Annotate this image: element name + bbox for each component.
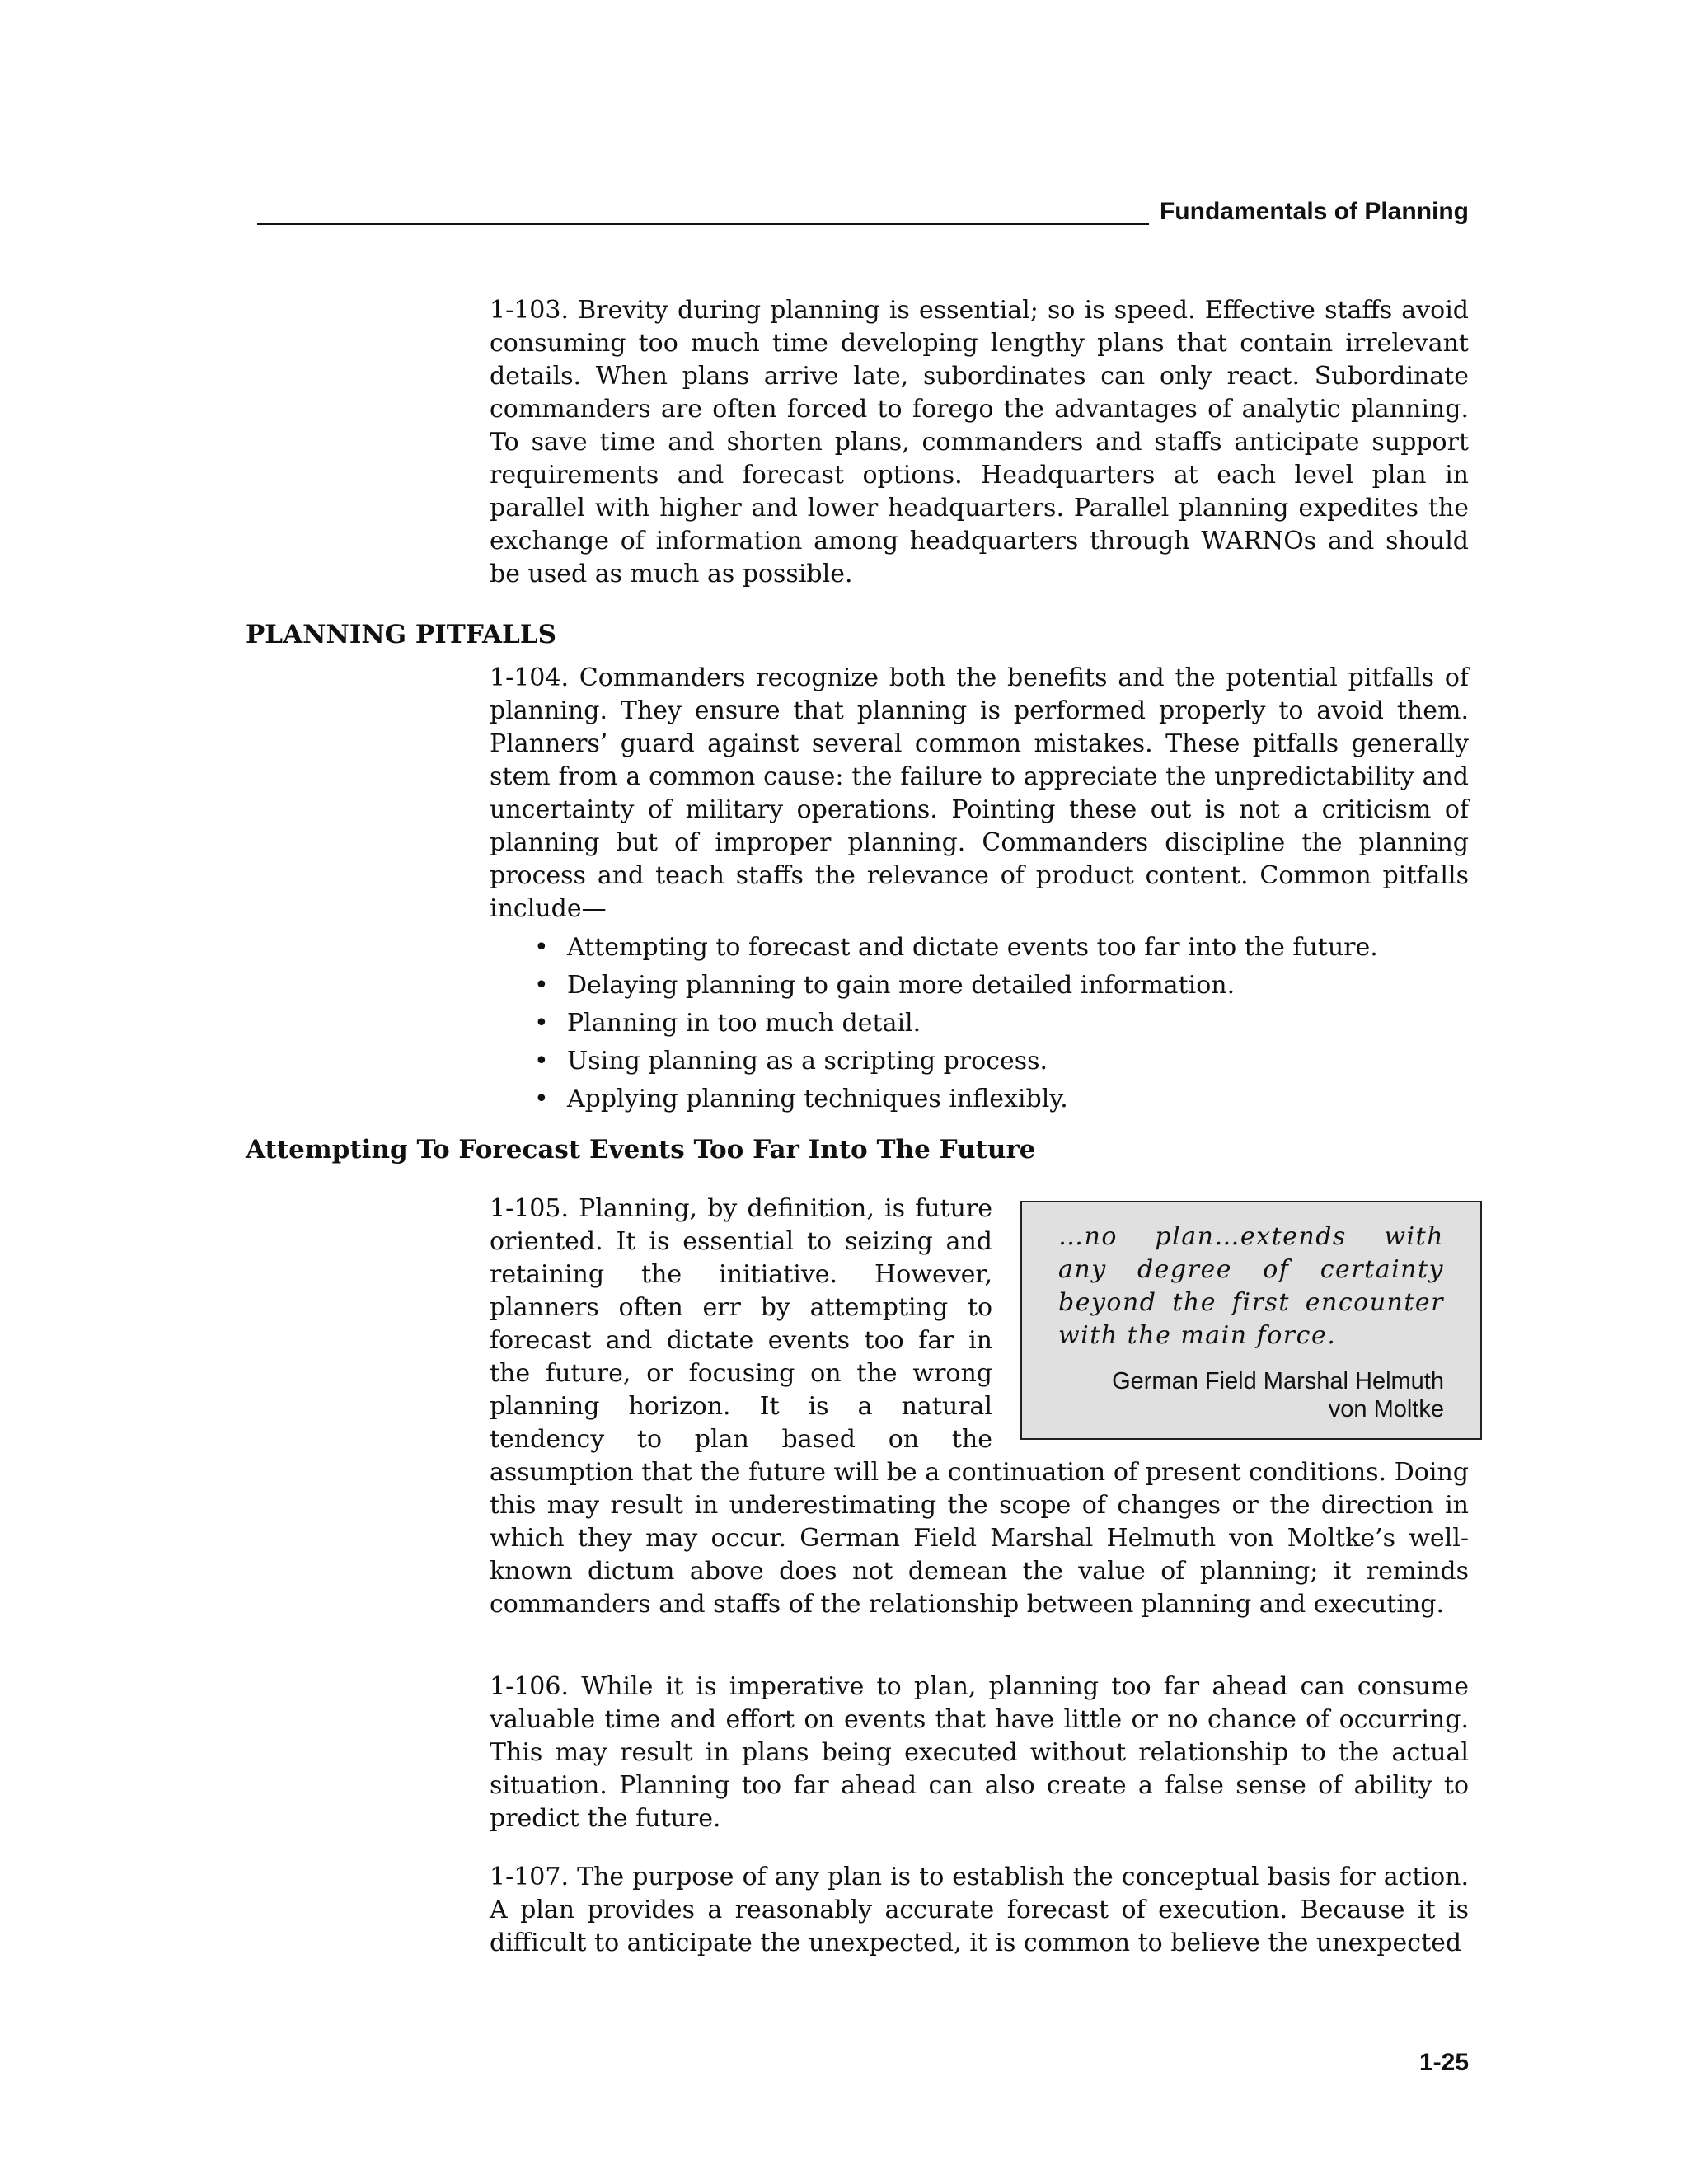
bullet-icon: • xyxy=(534,1047,549,1076)
list-item-text: Delaying planning to gain more detailed information. xyxy=(567,971,1236,1000)
bullet-icon: • xyxy=(534,971,549,1000)
paragraph-1-106: 1-106. While it is imperative to plan, planning too far ahead can consume valuable time and effort on events that have little or no chance of occurring. This may result in plans being executed without relationship to the actual situation. Planning too far ahead can also create a false sense of ability to predict the future. xyxy=(490,1672,1469,1833)
list-item xyxy=(528,967,1467,1005)
paragraph-1-105-container xyxy=(490,1193,1469,1621)
paragraph-1-107: 1-107. The purpose of any plan is to establish the conceptual basis for action. A plan provides a reasonably accurate forecast of execution. Because it is difficult to anticipate the unexpected, it is common to believe the unexpected xyxy=(490,1863,1469,1957)
quote-text: …no plan…extends with any degree of certainty beyond the first encounter with the main force. xyxy=(1058,1222,1444,1350)
bullet-icon: • xyxy=(534,1009,549,1038)
bullet-icon: • xyxy=(534,933,549,962)
quote-attribution-line1: German Field Marshal Helmuth xyxy=(1112,1368,1444,1394)
list-item-text: Applying planning techniques inflexibly. xyxy=(567,1085,1068,1113)
page-number: 1-25 xyxy=(1418,2049,1469,2076)
quote-attribution-line2: von Moltke xyxy=(1328,1396,1444,1422)
list-item-text: Planning in too much detail. xyxy=(567,1009,921,1038)
header-rule xyxy=(257,223,1149,225)
quote-attribution xyxy=(1058,1367,1444,1423)
list-item xyxy=(528,1080,1467,1118)
paragraph-1-105: 1-105. Planning, by definition, is future oriented. It is essential to seizing and retaining the initiative. However, planners often err by attempting to forecast and dictate events too far in the future, or focusing on the wrong planning horizon. It is a natural tendency to plan based on the assumption that the future will be a continuation of present conditions. Doing this may result in underestimating the scope of changes or the direction in which they may occur. German Field Marshal Helmuth von Moltke’s well-known dictum above does not demean the value of planning; it reminds commanders and staffs of the relationship between planning and executing. xyxy=(490,1194,1469,1619)
list-item xyxy=(528,1005,1467,1043)
bullet-icon: • xyxy=(534,1085,549,1113)
paragraph-1-103: 1-103. Brevity during planning is essential; so is speed. Effective staffs avoid consuming too much time developing lengthy plans that contain irrelevant details. When plans arrive late, subordinates can only react. Subordinate commanders are often forced to forego the advantages of analytic planning. To save time and shorten plans, commanders and staffs anticipate support requirements and forecast options. Headquarters at each level plan in parallel with higher and lower headquarters. Parallel planning expedites the exchange of information among headquarters through WARNOs and should be used as much as possible. xyxy=(490,296,1469,588)
section-heading-planning-pitfalls: PLANNING PITFALLS xyxy=(246,620,557,649)
moltke-quote-box xyxy=(1020,1201,1482,1440)
running-header-title: Fundamentals of Planning xyxy=(1159,198,1469,225)
list-item xyxy=(528,1043,1467,1080)
list-item xyxy=(528,929,1467,967)
list-item-text: Using planning as a scripting process. xyxy=(567,1047,1048,1076)
list-item-text: Attempting to forecast and dictate events too far into the future. xyxy=(567,933,1378,962)
subsection-heading-forecast: Attempting To Forecast Events Too Far Into The Future xyxy=(246,1135,1036,1165)
paragraph-1-104: 1-104. Commanders recognize both the benefits and the potential pitfalls of planning. They ensure that planning is performed properly to avoid them. Planners’ guard against several common mistakes. These pitfalls generally stem from a common cause: the failure to appreciate the unpredictability and uncertainty of military operations. Pointing these out is not a criticism of planning but of improper planning. Commanders discipline the planning process and teach staffs the relevance of product content. Common pitfalls include— xyxy=(490,663,1469,923)
pitfalls-bullet-list xyxy=(528,929,1467,1118)
